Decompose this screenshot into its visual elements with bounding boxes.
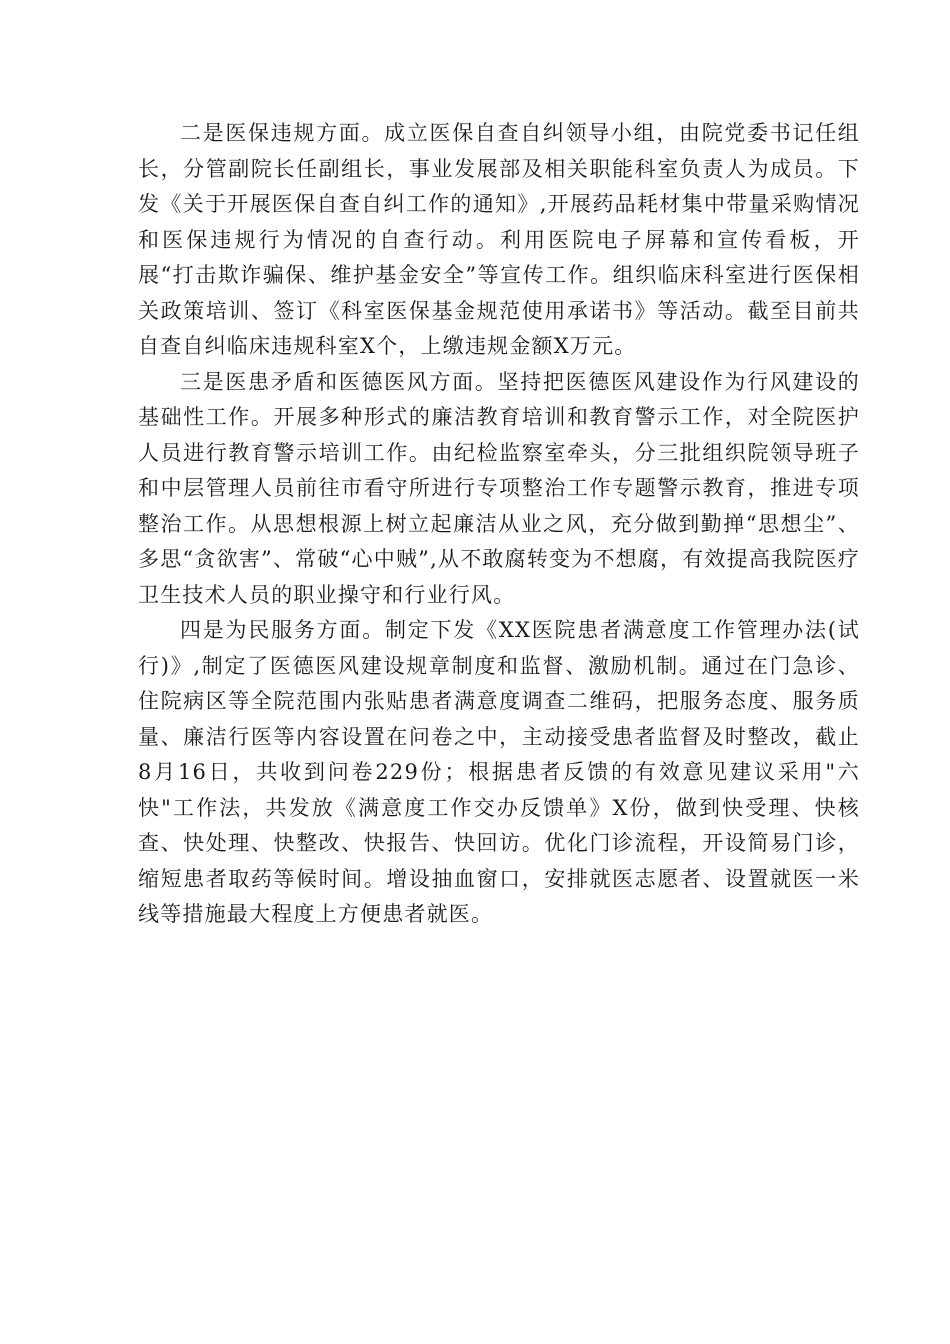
paragraph-medical-insurance: 二是医保违规方面。成立医保自查自纠领导小组，由院党委书记任组长，分管副院长任副组长，事业发展部及相关职能科室负责人为成员。下发《关于开展医保自查自纠工作的通知》,开展药品耗材集中带量采购情况和医保违规行为情况的自查行动。利用医院电子屏幕和宣传看板，开展“打击欺诈骗保、维护基金安全”等宣传工作。组织临床科室进行医保相关政策培训、签订《科室医保基金规范使用承诺书》等活动。截至目前共自查自纠临床违规科室X个，上缴违规金额X万元。 bbox=[138, 121, 860, 358]
body-text bbox=[138, 116, 860, 933]
paragraph-medical-ethics: 三是医患矛盾和医德医风方面。坚持把医德医风建设作为行风建设的基础性工作。开展多种形式的廉洁教育培训和教育警示工作，对全院医护人员进行教育警示培训工作。由纪检监察室牵头，分三批组织院领导班子和中层管理人员前往市看守所进行专项整治工作专题警示教育，推进专项整治工作。从思想根源上树立起廉洁从业之风，充分做到勤掸“思想尘”、多思“贪欲害”、常破“心中贼”,从不敢腐转变为不想腐，有效提高我院医疗卫生技术人员的职业操守和行业行风。 bbox=[138, 369, 860, 607]
paragraph-public-service: 四是为民服务方面。制定下发《XX医院患者满意度工作管理办法(试行)》,制定了医德医风建设规章制度和监督、激励机制。通过在门急诊、住院病区等全院范围内张贴患者满意度调查二维码，把服务态度、服务质量、廉洁行医等内容设置在问卷之中，主动接受患者监督及时整改，截止8月16日，共收到问卷229份；根据患者反馈的有效意见建议采用"六快"工作法，共发放《满意度工作交办反馈单》X份，做到快受理、快核查、快处理、快整改、快报告、快回访。优化门诊流程，开设简易门诊，缩短患者取药等候时间。增设抽血窗口，安排就医志愿者、设置就医一米线等措施最大程度上方便患者就医。 bbox=[138, 618, 860, 926]
